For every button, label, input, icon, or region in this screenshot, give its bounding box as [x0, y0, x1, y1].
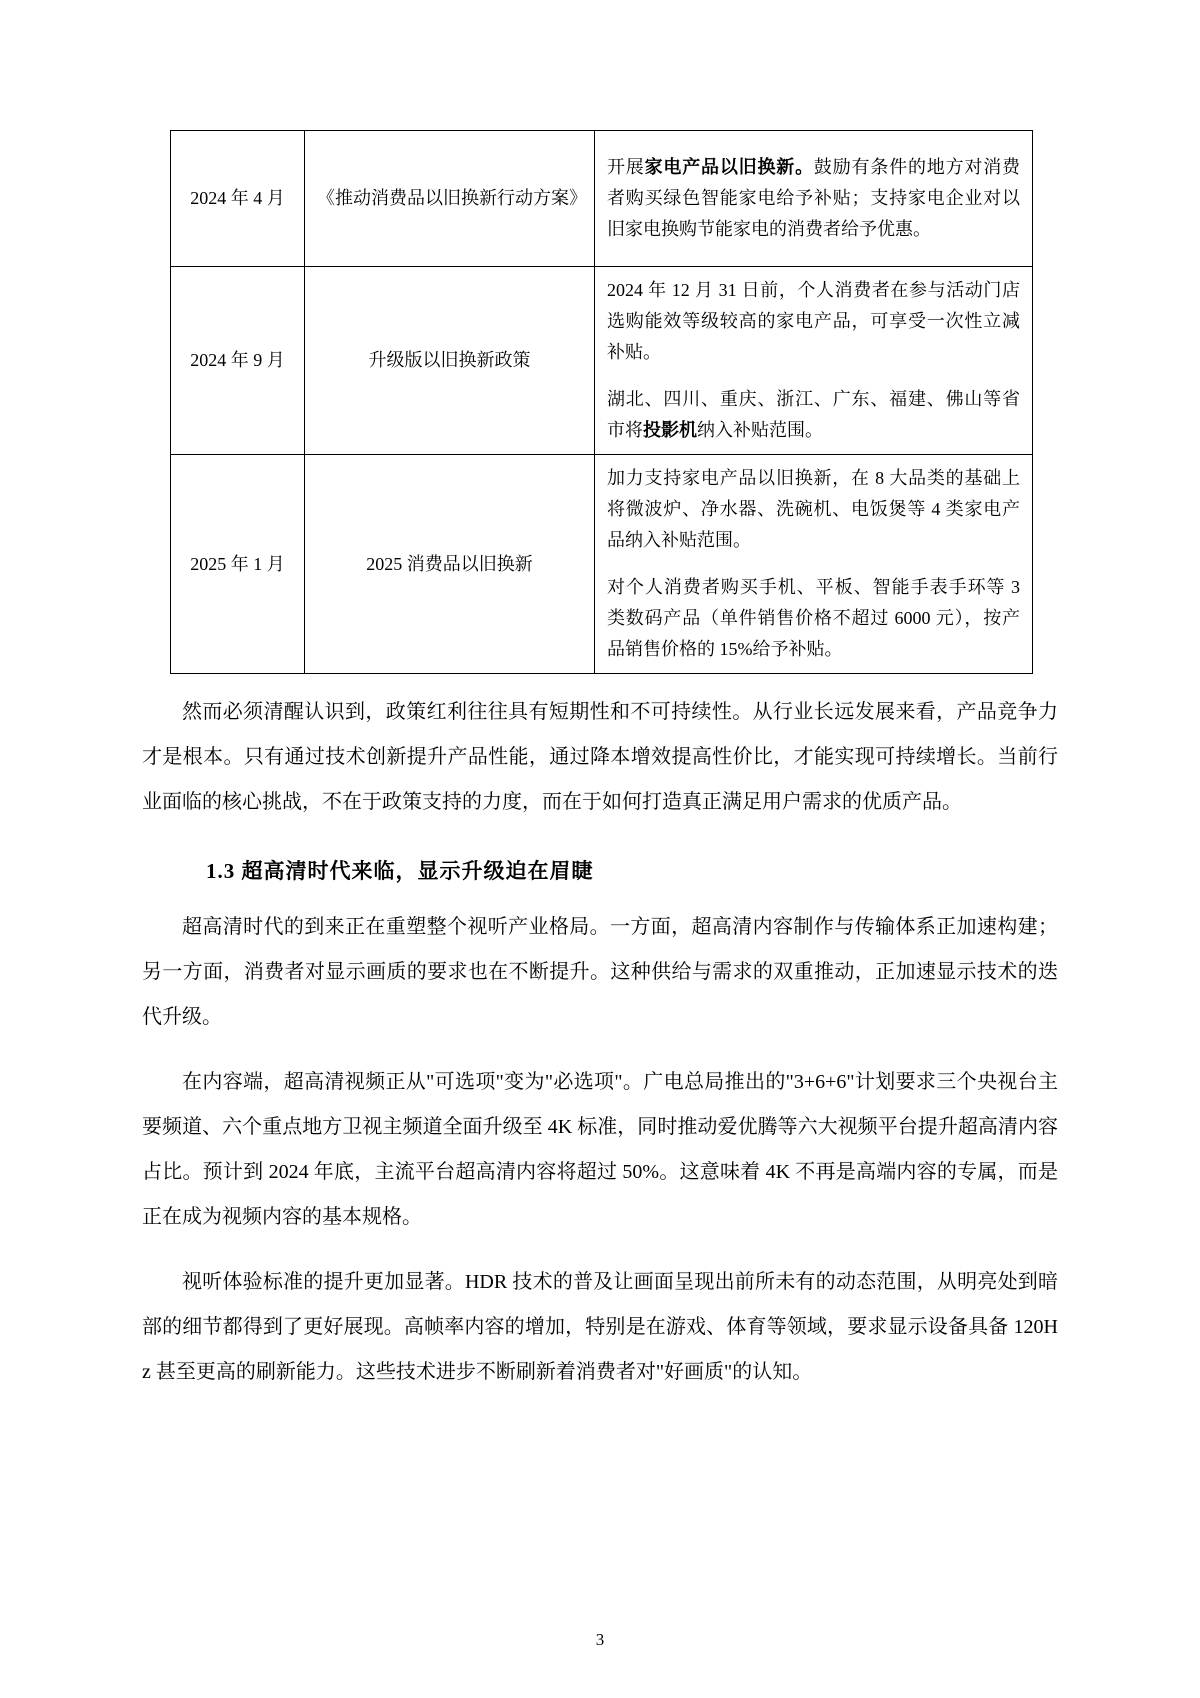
table-cell-date: 2024 年 4 月 — [171, 131, 305, 267]
table-cell-date: 2025 年 1 月 — [171, 455, 305, 674]
section-heading-1-3: 1.3 超高清时代来临，显示升级迫在眉睫 — [206, 859, 594, 883]
table-row — [171, 267, 1033, 455]
table-cell-detail: 加力支持家电产品以旧换新，在 8 大品类的基础上将微波炉、净水器、洗碗机、电饭煲等 4 类家电产品纳入补贴范围。 对个人消费者购买手机、平板、智能手表手环等 3 类数码产品（单件销售价格不超过 6000 元），按产品销售价格的 15%给予补贴。 — [595, 455, 1033, 674]
paragraph-av-standard: 视听体验标准的提升更加显著。HDR 技术的普及让画面呈现出前所未有的动态范围，从明亮处到暗部的细节都得到了更好展现。高帧率内容的增加，特别是在游戏、体育等领域，要求显示设备具备 120Hz 甚至更高的刷新能力。这些技术进步不断刷新着消费者对"好画质"的认知。 — [142, 1271, 1058, 1383]
policy-timeline-table — [170, 130, 1033, 674]
paragraph-content-side: 在内容端，超高清视频正从"可选项"变为"必选项"。广电总局推出的"3+6+6"计划要求三个央视台主要频道、六个重点地方卫视主频道全面升级至 4K 标准，同时推动爱优腾等六大视频平台提升超高清内容占比。预计到 2024 年底，主流平台超高清内容将超过 50%。这意味着 4K 不再是高端内容的专属，而是正在成为视频内容的基本规格。 — [142, 1071, 1058, 1228]
table-row — [171, 131, 1033, 267]
table-cell-detail: 开展家电产品以旧换新。鼓励有条件的地方对消费者购买绿色智能家电给予补贴；支持家电企业对以旧家电换购节能家电的消费者给予优惠。 — [595, 131, 1033, 267]
table-cell-date: 2024 年 9 月 — [171, 267, 305, 455]
paragraph-uhd-era: 超高清时代的到来正在重塑整个视听产业格局。一方面，超高清内容制作与传输体系正加速构建；另一方面，消费者对显示画质的要求也在不断提升。这种供给与需求的双重推动，正加速显示技术的迭代升级。 — [142, 916, 1058, 1028]
table-row — [171, 455, 1033, 674]
page-number: 3 — [595, 1630, 605, 1649]
table-cell-policy: 升级版以旧换新政策 — [305, 267, 595, 455]
paragraph-policy-caution: 然而必须清醒认识到，政策红利往往具有短期性和不可持续性。从行业长远发展来看，产品竞争力才是根本。只有通过技术创新提升产品性能，通过降本增效提高性价比，才能实现可持续增长。当前行业面临的核心挑战，不在于政策支持的力度，而在于如何打造真正满足用户需求的优质产品。 — [142, 701, 1058, 813]
table-cell-detail: 2024 年 12 月 31 日前，个人消费者在参与活动门店选购能效等级较高的家电产品，可享受一次性立减补贴。 湖北、四川、重庆、浙江、广东、福建、佛山等省市将投影机纳入补贴范围。 — [595, 267, 1033, 455]
table-cell-policy: 2025 消费品以旧换新 — [305, 455, 595, 674]
table-cell-policy: 《推动消费品以旧换新行动方案》 — [305, 131, 595, 267]
